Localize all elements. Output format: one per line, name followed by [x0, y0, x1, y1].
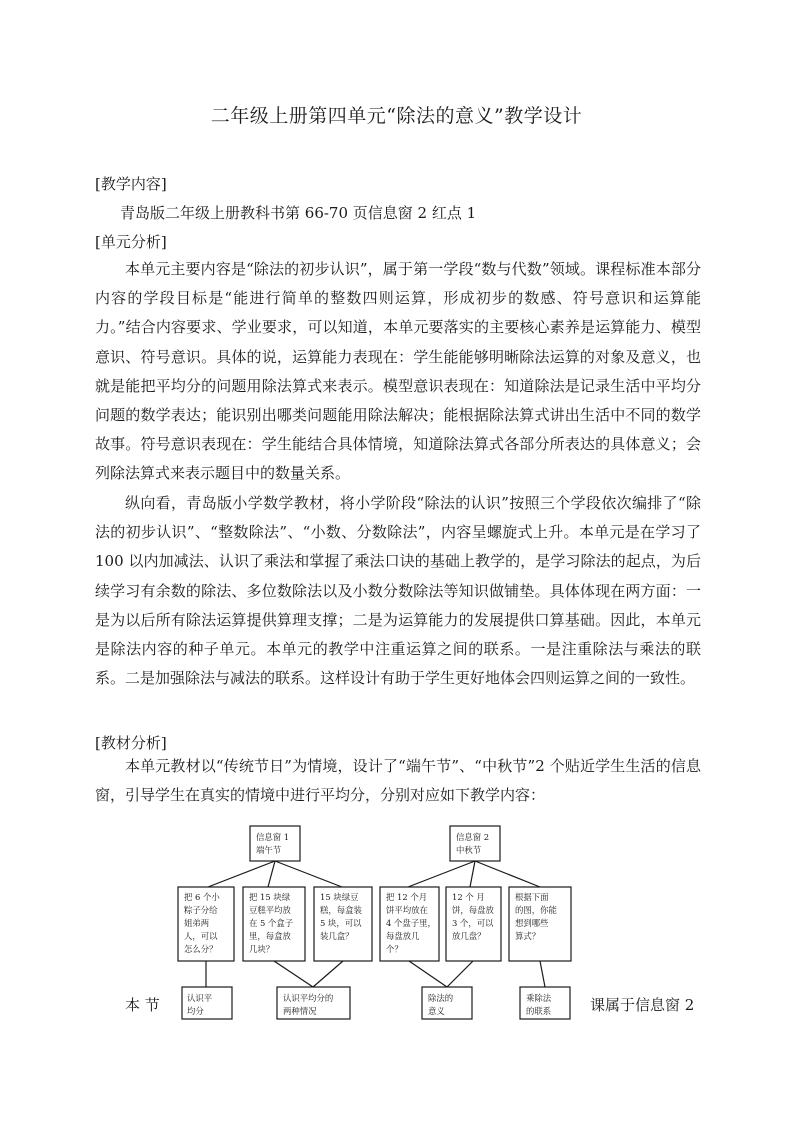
problem-text-2-line-4: 里，每盒放: [249, 931, 291, 941]
outcome-box-2: [277, 987, 350, 1019]
outcome-box-1: [182, 987, 232, 1019]
outcome-text-3-line-2: 意义: [428, 1006, 445, 1016]
outcome-text-1-line-2: 均分: [187, 1006, 204, 1016]
problem-text-1-line-5: 怎么分？: [184, 944, 218, 954]
problem-text-5-line-3: 3 个，可以: [452, 918, 494, 928]
problem-text-1-line-1: 把 6 个小: [184, 892, 220, 902]
problem-text-2-line-3: 在 5 个盒子: [249, 918, 294, 928]
problem-text-1-line-2: 粽子分给: [184, 905, 218, 915]
problem-text-3-line-4: 装几盒？: [320, 931, 354, 941]
outcome-text-1-line-1: 认识平: [187, 993, 213, 1003]
content-text: 青岛版二年级上册教科书第 66-70 页信息窗 2 红点 1: [120, 204, 477, 222]
problem-text-4-line-5: 个？: [386, 944, 403, 954]
problem-text-6-line-4: 算式？: [515, 931, 541, 941]
problem-box-3: [314, 887, 372, 961]
problem-text-6-line-1: 根据下面: [515, 892, 549, 902]
section-heading-material: [教材分析]: [95, 734, 167, 752]
problem-text-3-line-1: 15 块绿豆: [320, 892, 359, 902]
outcome-box-4: [520, 987, 570, 1019]
footer-left-text: 本 节: [125, 996, 160, 1014]
problem-box-2: [243, 887, 305, 961]
problem-text-1-line-3: 姐弟两: [184, 918, 210, 928]
problem-box-6: [509, 887, 571, 961]
problem-text-2-line-2: 豆糕平均放: [249, 905, 291, 915]
problem-text-5-line-4: 放几盘？: [452, 931, 486, 941]
unit-analysis-paragraph-1: 本单元主要内容是“除法的初步认识”，属于第一学段“数与代数”领域。课程标准本部分内容的学段目标是“能进行简单的整数四则运算，形成初步的数感、符号意识和运算能力。”结合内容要求、学业要求，可以知道，本单元要落实的主要核心素养是运算能力、模型意识、符号意识。具体的说，运算能力表现在：学生能能够明晰除法运算的对象及意义，也就是能把平均分的问题用除法算式来表示。模型意识表现在：知道除法是记录生活中平均分问题的数学表达；能识别出哪类问题能用除法解决；能根据除法算式讲出生活中不同的数学故事。符号意识表现在：学生能结合具体情境，知道除法算式各部分所表达的具体意义；会列除法算式来表示题目中的数量关系。: [95, 260, 701, 483]
section-heading-content: [教学内容]: [95, 175, 167, 193]
footer-right-text: 课属于信息窗 2: [590, 996, 695, 1014]
problem-text-6-line-2: 的图，你能: [515, 905, 557, 915]
problem-text-3-line-3: 5 块，可以: [320, 918, 362, 928]
outcome-text-4-line-2: 的联系: [526, 1006, 552, 1016]
outcome-text-2-line-1: 认识平均分的: [283, 993, 334, 1003]
outcome-text-4-line-1: 乘除法: [526, 993, 552, 1003]
problem-box-4: [380, 887, 439, 961]
info-window-2-text-line-1: 信息窗 2: [456, 832, 490, 842]
info-window-1-box: [250, 826, 300, 861]
info-window-1-text-line-2: 端午节: [256, 845, 282, 855]
material-analysis-paragraph: 本单元教材以“传统节日”为情境，设计了“端午节”、“中秋节”2 个贴近学生生活的信息窗，引导学生在真实的情境中进行平均分，分别对应如下教学内容：: [95, 757, 701, 805]
unit-analysis-paragraph-2: 纵向看，青岛版小学数学教材，将小学阶段“除法的认识”按照三个学段依次编排了“除法的初步认识”、“整数除法”、“小数、分数除法”，内容呈螺旋式上升。本单元是在学习了 100 以内加减法、认识了乘法和掌握了乘法口诀的基础上教学的，是学习除法的起点，为后续学习有余数的除法、多位数除法以及小数分数除法等知识做铺垫。具体体现在两方面：一是为以后所有除法运算提供算理支撑；二是为运算能力的发展提供口算基础。因此，本单元是除法内容的种子单元。本单元的教学中注重运算之间的联系。一是注重除法与乘法的联系。二是加强除法与减法的联系。这样设计有助于学生更好地体会四则运算之间的一致性。: [95, 494, 701, 688]
info-window-1-text-line-1: 信息窗 1: [256, 832, 290, 842]
info-window-2-box: [450, 826, 500, 861]
problem-text-4-line-3: 4 个盘子里，: [386, 918, 436, 928]
problem-text-4-line-4: 每盘放几: [386, 931, 420, 941]
problem-text-4-line-1: 把 12 个月: [386, 892, 428, 902]
problem-text-6-line-3: 想到哪些: [515, 918, 549, 928]
section-heading-unit: [单元分析]: [95, 233, 167, 251]
problem-box-1: [178, 887, 234, 961]
problem-text-2-line-5: 几块？: [249, 944, 275, 954]
problem-text-5-line-2: 饼，每盘放: [452, 905, 494, 915]
problem-text-4-line-2: 饼平均放在: [386, 905, 428, 915]
outcome-box-3: [422, 987, 472, 1019]
problem-text-5-line-1: 12 个 月: [452, 892, 485, 902]
problem-box-5: [446, 887, 501, 961]
outcome-text-3-line-1: 除法的: [428, 993, 454, 1003]
problem-text-2-line-1: 把 15 块绿: [249, 892, 291, 902]
outcome-text-2-line-2: 两种情况: [283, 1006, 317, 1016]
problem-text-3-line-2: 糕，每盒装: [320, 905, 362, 915]
document-title: 二年级上册第四单元“除法的意义”教学设计: [210, 105, 583, 127]
info-window-2-text-line-2: 中秋节: [456, 845, 482, 855]
problem-text-1-line-4: 人，可以: [184, 931, 218, 941]
